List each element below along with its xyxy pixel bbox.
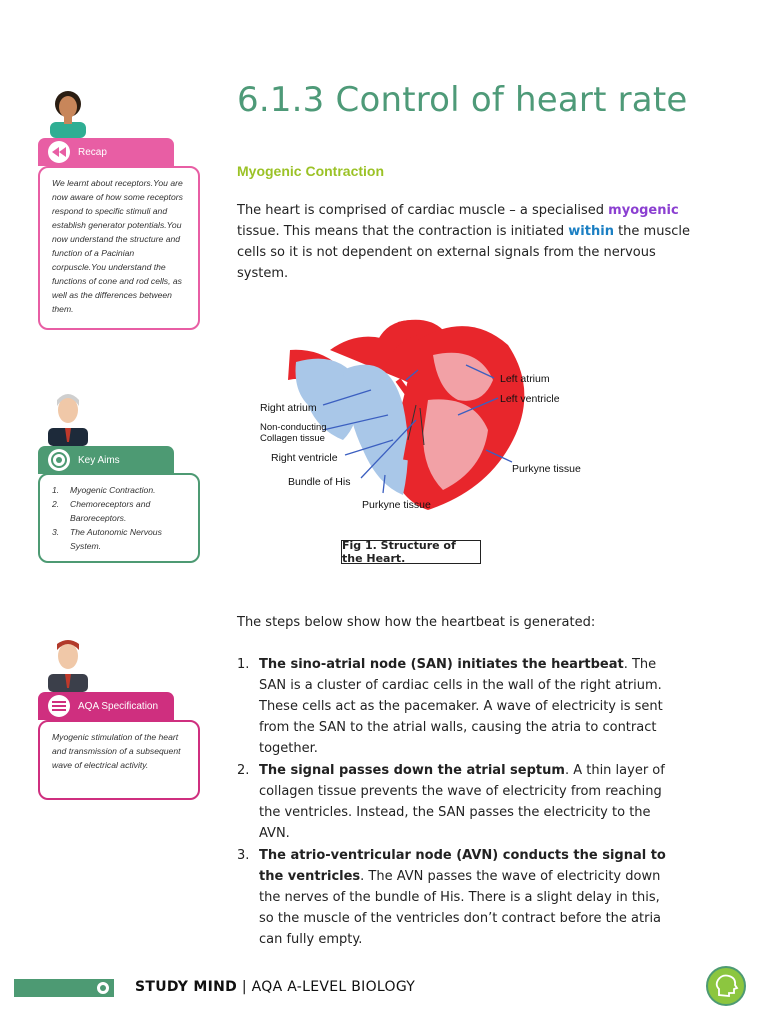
step-item [237,845,677,950]
aim-item: 1. Myogenic Contraction. [52,485,156,495]
step-item [237,654,677,759]
key-aims-box [38,473,200,563]
recap-tab [38,138,174,166]
study-mind-logo-icon [706,966,746,1006]
target-icon [48,449,70,471]
aqa-spec-tab [38,692,174,720]
step-number: 2. [237,763,250,778]
label-bundle-of-his: Bundle of His [288,476,351,488]
aim-item: 2. Chemoreceptors and Baroreceptors. [52,499,151,523]
key-aims-label: Key Aims [78,454,120,466]
recap-label: Recap [78,146,107,158]
step-title: The signal passes down the atrial septum [259,763,565,778]
footer-course: AQA A-LEVEL BIOLOGY [251,979,416,995]
figure-caption: Fig 1. Structure of the Heart. [341,540,481,564]
keyword-myogenic: myogenic [608,203,679,218]
heart-diagram [238,310,594,520]
aim-item: 3. The Autonomic Nervous System. [52,527,162,551]
step-item [237,760,677,844]
list-icon [48,695,70,717]
footer-separator: | [241,979,247,995]
page-title: 6.1.3 Control of heart rate [237,80,688,120]
label-left-ventricle: Left ventricle [500,393,560,405]
step-text: . The AVN passes the wave of electricity down the nerves of the bundle of His. There is a slight delay in this, so the muscle of the ventricles don’t contract before the atria can fully empty. [259,869,662,947]
label-left-atrium: Left atrium [500,373,550,385]
label-collagen-tissue: Collagen tissue [260,433,325,444]
footer-text [135,979,415,995]
step-number: 1. [237,657,250,672]
aqa-spec-label: AQA Specification [78,700,159,712]
step-title: The sino-atrial node (SAN) initiates the heartbeat [259,657,624,672]
steps-intro: The steps below show how the heartbeat is generated: [237,615,596,630]
label-purkyne-bottom: Purkyne tissue [362,499,431,511]
recap-box: We learnt about receptors.You are now aware of how some receptors respond to specific stimuli and establish generator potentials.You now understand the structure and function of a Pacinian corpuscle.You understand the functions of cone and rod cells, as well as the differences between them. [38,166,200,330]
step-text: . The SAN is a cluster of cardiac cells in the wall of the right atrium. These cells act as the pacemaker. A wave of electricity is sent from the SAN to the atrial walls, causing the atria to contract together. [259,657,663,756]
label-non-conducting: Non-conducting [260,422,327,433]
student-avatar-icon [38,78,98,138]
rewind-icon [48,141,70,163]
section-heading: Myogenic Contraction [237,163,385,179]
step-title: The atrio-ventricular node (AVN) conducts the signal to the ventricles [259,848,666,884]
label-purkyne-right: Purkyne tissue [512,463,581,475]
aqa-spec-box: Myogenic stimulation of the heart and transmission of a subsequent wave of electrical activity. [38,720,200,800]
label-right-atrium: Right atrium [260,402,317,414]
examiner-avatar-icon [38,632,98,692]
keyword-within: within [568,224,614,239]
step-number: 3. [237,848,250,863]
step-text: . A thin layer of collagen tissue prevents the wave of electricity from reaching the ventricles. Instead, the SAN passes the electricity to the AVN. [259,763,665,841]
footer-brand: STUDY MIND [135,979,238,995]
teacher-avatar-icon [38,386,98,446]
key-aims-tab [38,446,174,474]
intro-paragraph: The heart is comprised of cardiac muscle – a specialised myogenic tissue. This means that the contraction is initiated within the muscle cells so it is not dependent on external signals from the nervous system. [237,203,690,281]
footer-dot-icon [95,980,111,996]
label-right-ventricle: Right ventricle [271,452,338,464]
